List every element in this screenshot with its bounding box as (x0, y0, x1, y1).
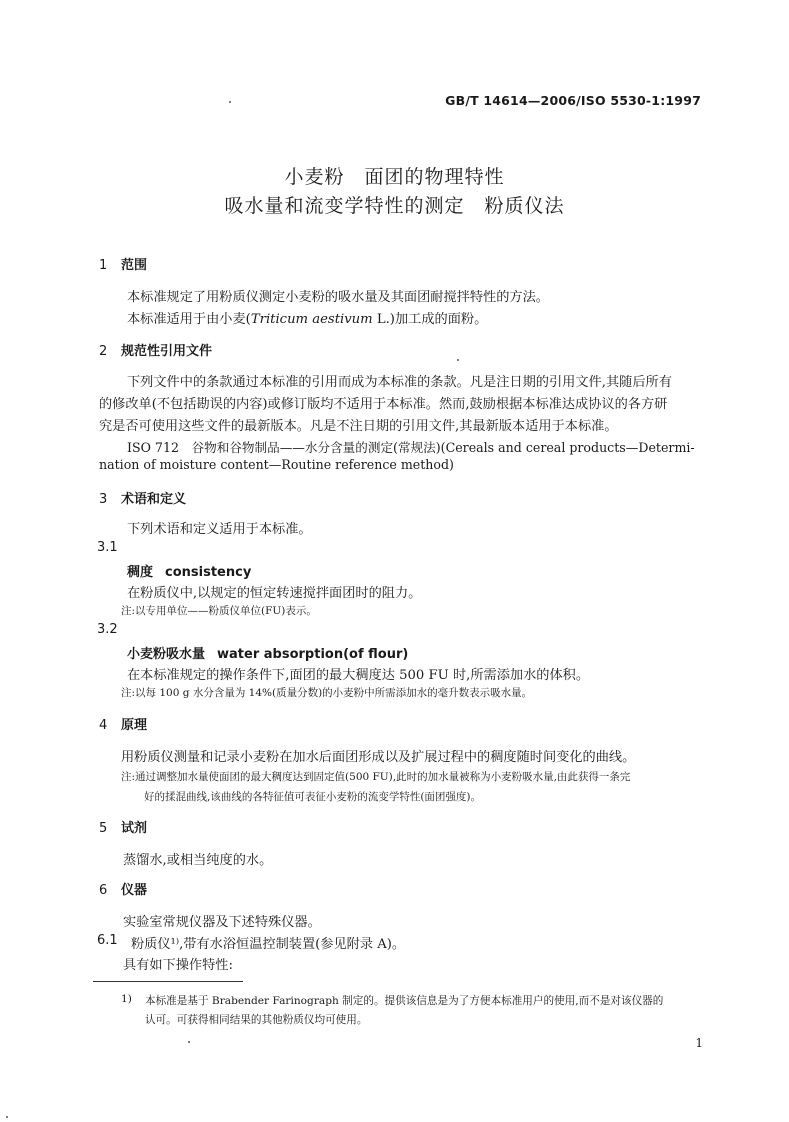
standard-number: GB/T 14614—2006/ISO 5530-1:1997 (445, 93, 701, 108)
latin-species-name: Triticum aestivum (250, 312, 373, 327)
title-line-1: 小麦粉 面团的物理特性 (284, 166, 505, 188)
footnote-mark: 1) (121, 993, 132, 1005)
term-number: 3.1 (97, 540, 118, 555)
footnote-line: 本标准是基于 Brabender Farinograph 制定的。提供该信息是为了方便本标准用户的使用,而不是对该仪器的 (145, 995, 664, 1007)
scan-speck (457, 359, 459, 361)
paragraph: 实验室常规仪器及下述特殊仪器。 (123, 915, 321, 930)
section-number: 6 (99, 883, 108, 898)
term-en: water absorption(of flour) (217, 647, 409, 662)
title-line-2: 吸水量和流变学特性的测定 粉质仪法 (224, 195, 565, 217)
footnote-separator (93, 981, 243, 982)
term-zh: 稠度 (127, 565, 154, 580)
section-number: 3 (99, 492, 108, 507)
scan-speck (229, 101, 231, 103)
page-number: 1 (695, 1036, 703, 1050)
subsection-number: 6.1 (97, 933, 118, 948)
note: 注:以每 100 g 水分含量为 14%(质量分数)的小麦粉中所需添加水的毫升数表示吸水量。 (121, 687, 533, 699)
paragraph: 用粉质仪测量和记录小麦粉在加水后面团形成以及扩展过程中的稠度随时间变化的曲线。 (121, 750, 636, 765)
section-title: 范围 (121, 258, 148, 273)
paragraph: 本标准规定了用粉质仪测定小麦粉的吸水量及其面团耐搅拌特性的方法。 (127, 290, 549, 305)
paragraph-line: 的修改单(不包括勘误的内容)或修订版均不适用于本标准。然而,鼓励根据本标准达成协议的各方研 (99, 397, 668, 412)
section-number: 4 (99, 718, 108, 733)
paragraph-line: 究是否可使用这些文件的最新版本。凡是不注日期的引用文件,其最新版本适用于本标准。 (99, 419, 618, 434)
section-number: 1 (99, 258, 108, 273)
section-1-heading (99, 254, 147, 273)
reference-line: ISO 712 谷物和谷物制品——水分含量的测定(常规法)(Cereals and cereal products—Determi- (127, 440, 695, 455)
paragraph: 具有如下操作特性: (123, 958, 233, 973)
section-title: 仪器 (121, 883, 148, 898)
note-line: 好的揉混曲线,该曲线的各特征值可表征小麦粉的流变学特性(面团强度)。 (144, 791, 482, 803)
section-title: 试剂 (121, 821, 148, 836)
term-definition: 在粉质仪中,以规定的恒定转速搅拌面团时的阻力。 (127, 586, 422, 601)
section-title: 术语和定义 (121, 492, 187, 507)
term-heading (127, 561, 251, 580)
text-run: 本标准适用于由小麦( (127, 312, 251, 327)
section-title: 规范性引用文件 (121, 344, 213, 359)
term-number: 3.2 (97, 622, 118, 637)
scan-speck (188, 1041, 190, 1043)
note: 注:以专用单位——粉质仪单位(FU)表示。 (121, 605, 317, 617)
paragraph-line: 下列文件中的条款通过本标准的引用而成为本标准的条款。凡是注日期的引用文件,其随后所有 (127, 375, 672, 390)
text-run: L.)加工成的面粉。 (372, 312, 488, 327)
term-definition: 在本标准规定的操作条件下,面团的最大稠度达 500 FU 时,所需添加水的体积。 (127, 668, 590, 683)
section-number: 2 (99, 344, 108, 359)
term-heading (127, 643, 408, 662)
term-en: consistency (165, 565, 252, 580)
section-5-heading (99, 817, 147, 836)
paragraph: 蒸馏水,或相当纯度的水。 (123, 853, 273, 868)
scan-speck (6, 1116, 8, 1118)
section-4-heading (99, 714, 147, 733)
paragraph: 下列术语和定义适用于本标准。 (127, 522, 312, 537)
section-6-heading (99, 879, 147, 898)
section-3-heading (99, 488, 186, 507)
paragraph (127, 308, 487, 327)
footnote-line: 认可。可获得相同结果的其他粉质仪均可使用。 (145, 1014, 368, 1026)
section-title: 原理 (121, 718, 148, 733)
paragraph: 粉质仪¹⁾,带有水浴恒温控制装置(参见附录 A)。 (131, 937, 406, 952)
note-line: 注:通过调整加水量使面团的最大稠度达到固定值(500 FU),此时的加水量被称为小麦粉吸水量,由此获得一条完 (121, 771, 631, 783)
section-2-heading (99, 340, 212, 359)
section-number: 5 (99, 821, 108, 836)
reference-line: nation of moisture content—Routine reference method) (99, 457, 454, 472)
term-zh: 小麦粉吸水量 (127, 647, 206, 662)
